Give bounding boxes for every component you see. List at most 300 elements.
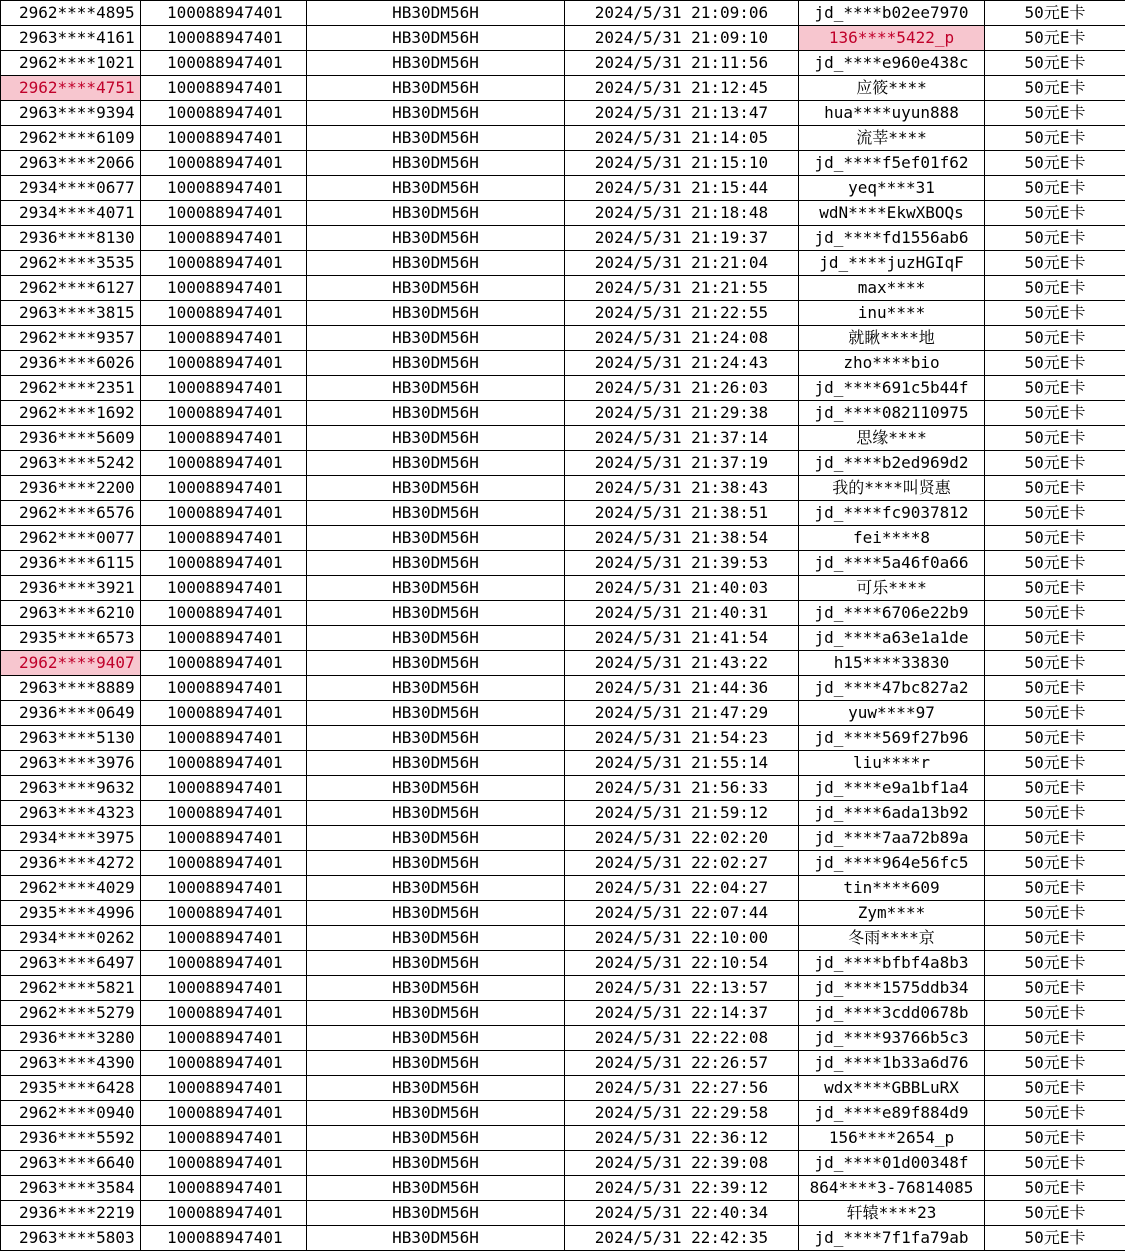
table-row: [1, 226, 1125, 251]
prize-cell: 50元E卡: [985, 1201, 1125, 1226]
sku-cell: 100088947401: [141, 501, 307, 526]
table-row: [1, 301, 1125, 326]
model-cell: HB30DM56H: [307, 1226, 565, 1251]
table-row: [1, 351, 1125, 376]
prize-cell: 50元E卡: [985, 376, 1125, 401]
table-row: [1, 726, 1125, 751]
user-cell: jd_****e960e438c: [799, 51, 985, 76]
model-cell: HB30DM56H: [307, 401, 565, 426]
sku-cell: 100088947401: [141, 126, 307, 151]
model-cell: HB30DM56H: [307, 176, 565, 201]
order-id-cell: 2963****6497: [1, 951, 141, 976]
prize-cell: 50元E卡: [985, 626, 1125, 651]
time-cell: 2024/5/31 21:56:33: [565, 776, 799, 801]
order-id-cell: 2934****4071: [1, 201, 141, 226]
prize-cell: 50元E卡: [985, 651, 1125, 676]
model-cell: HB30DM56H: [307, 576, 565, 601]
order-id-cell: 2935****6573: [1, 626, 141, 651]
order-id-cell: 2936****2200: [1, 476, 141, 501]
sku-cell: 100088947401: [141, 76, 307, 101]
order-id-cell: 2935****6428: [1, 1076, 141, 1101]
user-cell: jd_****fd1556ab6: [799, 226, 985, 251]
user-cell: jd_****964e56fc5: [799, 851, 985, 876]
time-cell: 2024/5/31 22:04:27: [565, 876, 799, 901]
model-cell: HB30DM56H: [307, 801, 565, 826]
time-cell: 2024/5/31 21:37:19: [565, 451, 799, 476]
model-cell: HB30DM56H: [307, 1101, 565, 1126]
sku-cell: 100088947401: [141, 701, 307, 726]
sku-cell: 100088947401: [141, 951, 307, 976]
time-cell: 2024/5/31 22:40:34: [565, 1201, 799, 1226]
user-cell: jd_****7aa72b89a: [799, 826, 985, 851]
model-cell: HB30DM56H: [307, 726, 565, 751]
table-row: [1, 976, 1125, 1001]
table-row: [1, 401, 1125, 426]
sku-cell: 100088947401: [141, 1, 307, 26]
time-cell: 2024/5/31 21:15:10: [565, 151, 799, 176]
order-id-cell: 2936****6026: [1, 351, 141, 376]
model-cell: HB30DM56H: [307, 1, 565, 26]
time-cell: 2024/5/31 21:54:23: [565, 726, 799, 751]
order-id-cell: 2962****6127: [1, 276, 141, 301]
sku-cell: 100088947401: [141, 326, 307, 351]
user-cell: yuw****97: [799, 701, 985, 726]
time-cell: 2024/5/31 21:11:56: [565, 51, 799, 76]
prize-cell: 50元E卡: [985, 26, 1125, 51]
prize-cell: 50元E卡: [985, 201, 1125, 226]
table-row: [1, 176, 1125, 201]
sku-cell: 100088947401: [141, 876, 307, 901]
user-cell: 就瞅****地: [799, 326, 985, 351]
time-cell: 2024/5/31 21:13:47: [565, 101, 799, 126]
order-id-cell: 2963****5803: [1, 1226, 141, 1251]
model-cell: HB30DM56H: [307, 651, 565, 676]
user-cell: 流莘****: [799, 126, 985, 151]
time-cell: 2024/5/31 21:55:14: [565, 751, 799, 776]
order-id-cell: 2962****9407: [1, 651, 141, 676]
table-row: [1, 1201, 1125, 1226]
user-cell: jd_****691c5b44f: [799, 376, 985, 401]
time-cell: 2024/5/31 22:22:08: [565, 1026, 799, 1051]
time-cell: 2024/5/31 21:40:31: [565, 601, 799, 626]
time-cell: 2024/5/31 22:10:00: [565, 926, 799, 951]
time-cell: 2024/5/31 21:41:54: [565, 626, 799, 651]
prize-cell: 50元E卡: [985, 1, 1125, 26]
user-cell: 156****2654_p: [799, 1126, 985, 1151]
table-row: [1, 1126, 1125, 1151]
prize-cell: 50元E卡: [985, 451, 1125, 476]
model-cell: HB30DM56H: [307, 601, 565, 626]
model-cell: HB30DM56H: [307, 51, 565, 76]
sku-cell: 100088947401: [141, 901, 307, 926]
sku-cell: 100088947401: [141, 1201, 307, 1226]
user-cell: jd_****6706e22b9: [799, 601, 985, 626]
model-cell: HB30DM56H: [307, 276, 565, 301]
table-row: [1, 151, 1125, 176]
prize-cell: 50元E卡: [985, 1101, 1125, 1126]
sku-cell: 100088947401: [141, 451, 307, 476]
user-cell: jd_****082110975: [799, 401, 985, 426]
time-cell: 2024/5/31 21:38:54: [565, 526, 799, 551]
model-cell: HB30DM56H: [307, 426, 565, 451]
model-cell: HB30DM56H: [307, 201, 565, 226]
sku-cell: 100088947401: [141, 776, 307, 801]
time-cell: 2024/5/31 21:15:44: [565, 176, 799, 201]
prize-cell: 50元E卡: [985, 1126, 1125, 1151]
table-row: [1, 201, 1125, 226]
model-cell: HB30DM56H: [307, 701, 565, 726]
user-cell: jd_****a63e1a1de: [799, 626, 985, 651]
table-row: [1, 776, 1125, 801]
prize-cell: 50元E卡: [985, 1076, 1125, 1101]
sku-cell: 100088947401: [141, 751, 307, 776]
order-id-cell: 2963****4161: [1, 26, 141, 51]
model-cell: HB30DM56H: [307, 351, 565, 376]
prize-cell: 50元E卡: [985, 351, 1125, 376]
user-cell: jd_****7f1fa79ab: [799, 1226, 985, 1251]
time-cell: 2024/5/31 21:09:06: [565, 1, 799, 26]
time-cell: 2024/5/31 22:14:37: [565, 1001, 799, 1026]
table-row: [1, 826, 1125, 851]
time-cell: 2024/5/31 22:10:54: [565, 951, 799, 976]
table-row: [1, 26, 1125, 51]
model-cell: HB30DM56H: [307, 451, 565, 476]
time-cell: 2024/5/31 22:42:35: [565, 1226, 799, 1251]
sku-cell: 100088947401: [141, 1126, 307, 1151]
sku-cell: 100088947401: [141, 1076, 307, 1101]
time-cell: 2024/5/31 22:07:44: [565, 901, 799, 926]
user-cell: jd_****01d00348f: [799, 1151, 985, 1176]
order-id-cell: 2962****5279: [1, 1001, 141, 1026]
prize-cell: 50元E卡: [985, 276, 1125, 301]
time-cell: 2024/5/31 21:59:12: [565, 801, 799, 826]
prize-cell: 50元E卡: [985, 1151, 1125, 1176]
model-cell: HB30DM56H: [307, 476, 565, 501]
table-row: [1, 1051, 1125, 1076]
sku-cell: 100088947401: [141, 851, 307, 876]
order-id-cell: 2936****8130: [1, 226, 141, 251]
sku-cell: 100088947401: [141, 626, 307, 651]
user-cell: 应筱****: [799, 76, 985, 101]
model-cell: HB30DM56H: [307, 851, 565, 876]
time-cell: 2024/5/31 22:27:56: [565, 1076, 799, 1101]
sku-cell: 100088947401: [141, 1151, 307, 1176]
table-row: [1, 1226, 1125, 1251]
user-cell: wdN****EkwXBOQs: [799, 201, 985, 226]
prize-cell: 50元E卡: [985, 176, 1125, 201]
model-cell: HB30DM56H: [307, 1201, 565, 1226]
order-id-cell: 2963****2066: [1, 151, 141, 176]
user-cell: 思缘****: [799, 426, 985, 451]
user-cell: jd_****1b33a6d76: [799, 1051, 985, 1076]
user-cell: jd_****fc9037812: [799, 501, 985, 526]
model-cell: HB30DM56H: [307, 376, 565, 401]
order-id-cell: 2963****8889: [1, 676, 141, 701]
order-id-cell: 2963****6210: [1, 601, 141, 626]
sku-cell: 100088947401: [141, 651, 307, 676]
user-cell: fei****8: [799, 526, 985, 551]
order-id-cell: 2962****9357: [1, 326, 141, 351]
user-cell: jd_****e9a1bf1a4: [799, 776, 985, 801]
sku-cell: 100088947401: [141, 676, 307, 701]
order-id-cell: 2962****4751: [1, 76, 141, 101]
prize-cell: 50元E卡: [985, 726, 1125, 751]
order-id-cell: 2936****5609: [1, 426, 141, 451]
time-cell: 2024/5/31 22:26:57: [565, 1051, 799, 1076]
time-cell: 2024/5/31 21:40:03: [565, 576, 799, 601]
table-row: [1, 426, 1125, 451]
model-cell: HB30DM56H: [307, 951, 565, 976]
prize-cell: 50元E卡: [985, 126, 1125, 151]
order-id-cell: 2963****5242: [1, 451, 141, 476]
time-cell: 2024/5/31 22:39:12: [565, 1176, 799, 1201]
prize-cell: 50元E卡: [985, 151, 1125, 176]
prize-cell: 50元E卡: [985, 426, 1125, 451]
table-row: [1, 1076, 1125, 1101]
user-cell: liu****r: [799, 751, 985, 776]
model-cell: HB30DM56H: [307, 1001, 565, 1026]
order-id-cell: 2963****9394: [1, 101, 141, 126]
order-id-cell: 2962****3535: [1, 251, 141, 276]
user-cell: max****: [799, 276, 985, 301]
user-cell: h15****33830: [799, 651, 985, 676]
time-cell: 2024/5/31 21:47:29: [565, 701, 799, 726]
table-row: [1, 276, 1125, 301]
table-row: [1, 326, 1125, 351]
prize-cell: 50元E卡: [985, 501, 1125, 526]
sku-cell: 100088947401: [141, 726, 307, 751]
time-cell: 2024/5/31 21:24:08: [565, 326, 799, 351]
sku-cell: 100088947401: [141, 401, 307, 426]
model-cell: HB30DM56H: [307, 1126, 565, 1151]
model-cell: HB30DM56H: [307, 101, 565, 126]
user-cell: jd_****5a46f0a66: [799, 551, 985, 576]
time-cell: 2024/5/31 21:18:48: [565, 201, 799, 226]
order-id-cell: 2936****4272: [1, 851, 141, 876]
table-row: [1, 101, 1125, 126]
table-row: [1, 926, 1125, 951]
prize-cell: 50元E卡: [985, 51, 1125, 76]
sku-cell: 100088947401: [141, 251, 307, 276]
model-cell: HB30DM56H: [307, 626, 565, 651]
user-cell: jd_****f5ef01f62: [799, 151, 985, 176]
table-row: [1, 1026, 1125, 1051]
table-row: [1, 451, 1125, 476]
prize-cell: 50元E卡: [985, 951, 1125, 976]
time-cell: 2024/5/31 21:21:55: [565, 276, 799, 301]
prize-cell: 50元E卡: [985, 901, 1125, 926]
prize-cell: 50元E卡: [985, 1001, 1125, 1026]
prize-cell: 50元E卡: [985, 1226, 1125, 1251]
sku-cell: 100088947401: [141, 1176, 307, 1201]
prize-cell: 50元E卡: [985, 476, 1125, 501]
order-id-cell: 2936****0649: [1, 701, 141, 726]
model-cell: HB30DM56H: [307, 826, 565, 851]
user-cell: jd_****569f27b96: [799, 726, 985, 751]
user-cell: jd_****6ada13b92: [799, 801, 985, 826]
time-cell: 2024/5/31 21:29:38: [565, 401, 799, 426]
model-cell: HB30DM56H: [307, 676, 565, 701]
table-row: [1, 1001, 1125, 1026]
prize-cell: 50元E卡: [985, 1176, 1125, 1201]
sku-cell: 100088947401: [141, 351, 307, 376]
prize-cell: 50元E卡: [985, 576, 1125, 601]
sku-cell: 100088947401: [141, 151, 307, 176]
sku-cell: 100088947401: [141, 301, 307, 326]
order-id-cell: 2962****0940: [1, 1101, 141, 1126]
table-row: [1, 551, 1125, 576]
model-cell: HB30DM56H: [307, 751, 565, 776]
order-id-cell: 2936****3921: [1, 576, 141, 601]
model-cell: HB30DM56H: [307, 1051, 565, 1076]
order-id-cell: 2963****4323: [1, 801, 141, 826]
prize-cell: 50元E卡: [985, 301, 1125, 326]
model-cell: HB30DM56H: [307, 26, 565, 51]
time-cell: 2024/5/31 22:02:27: [565, 851, 799, 876]
user-cell: inu****: [799, 301, 985, 326]
prize-cell: 50元E卡: [985, 401, 1125, 426]
sku-cell: 100088947401: [141, 801, 307, 826]
model-cell: HB30DM56H: [307, 151, 565, 176]
prize-cell: 50元E卡: [985, 526, 1125, 551]
order-id-cell: 2963****6640: [1, 1151, 141, 1176]
sku-cell: 100088947401: [141, 1026, 307, 1051]
user-cell: yeq****31: [799, 176, 985, 201]
model-cell: HB30DM56H: [307, 251, 565, 276]
prize-cell: 50元E卡: [985, 851, 1125, 876]
prize-cell: 50元E卡: [985, 826, 1125, 851]
model-cell: HB30DM56H: [307, 76, 565, 101]
prize-cell: 50元E卡: [985, 701, 1125, 726]
table-row: [1, 626, 1125, 651]
model-cell: HB30DM56H: [307, 326, 565, 351]
prize-cell: 50元E卡: [985, 101, 1125, 126]
order-id-cell: 2962****2351: [1, 376, 141, 401]
table-row: [1, 76, 1125, 101]
user-cell: jd_****47bc827a2: [799, 676, 985, 701]
user-cell: jd_****93766b5c3: [799, 1026, 985, 1051]
user-cell: 轩辕****23: [799, 1201, 985, 1226]
order-id-cell: 2962****1021: [1, 51, 141, 76]
user-cell: hua****uyun888: [799, 101, 985, 126]
sku-cell: 100088947401: [141, 926, 307, 951]
order-id-cell: 2936****5592: [1, 1126, 141, 1151]
order-id-cell: 2963****3815: [1, 301, 141, 326]
table-row: [1, 1, 1125, 26]
model-cell: HB30DM56H: [307, 776, 565, 801]
table-row: [1, 751, 1125, 776]
table-row: [1, 1101, 1125, 1126]
sku-cell: 100088947401: [141, 101, 307, 126]
time-cell: 2024/5/31 21:12:45: [565, 76, 799, 101]
time-cell: 2024/5/31 21:38:51: [565, 501, 799, 526]
user-cell: 136****5422_p: [799, 26, 985, 51]
prize-cell: 50元E卡: [985, 551, 1125, 576]
time-cell: 2024/5/31 21:39:53: [565, 551, 799, 576]
user-cell: zho****bio: [799, 351, 985, 376]
order-id-cell: 2962****1692: [1, 401, 141, 426]
sku-cell: 100088947401: [141, 551, 307, 576]
time-cell: 2024/5/31 22:02:20: [565, 826, 799, 851]
model-cell: HB30DM56H: [307, 301, 565, 326]
model-cell: HB30DM56H: [307, 126, 565, 151]
model-cell: HB30DM56H: [307, 901, 565, 926]
prize-cell: 50元E卡: [985, 251, 1125, 276]
user-cell: jd_****3cdd0678b: [799, 1001, 985, 1026]
order-id-cell: 2962****6576: [1, 501, 141, 526]
table-row: [1, 126, 1125, 151]
user-cell: jd_****b2ed969d2: [799, 451, 985, 476]
prize-cell: 50元E卡: [985, 1051, 1125, 1076]
sku-cell: 100088947401: [141, 1001, 307, 1026]
prize-cell: 50元E卡: [985, 1026, 1125, 1051]
sku-cell: 100088947401: [141, 976, 307, 1001]
prize-cell: 50元E卡: [985, 801, 1125, 826]
model-cell: HB30DM56H: [307, 1076, 565, 1101]
time-cell: 2024/5/31 21:21:04: [565, 251, 799, 276]
sku-cell: 100088947401: [141, 426, 307, 451]
prize-cell: 50元E卡: [985, 776, 1125, 801]
order-id-cell: 2936****3280: [1, 1026, 141, 1051]
prize-cell: 50元E卡: [985, 76, 1125, 101]
winners-table-body: [1, 1, 1125, 1251]
order-id-cell: 2935****4996: [1, 901, 141, 926]
time-cell: 2024/5/31 21:22:55: [565, 301, 799, 326]
user-cell: 864****3-76814085: [799, 1176, 985, 1201]
sku-cell: 100088947401: [141, 1226, 307, 1251]
time-cell: 2024/5/31 21:37:14: [565, 426, 799, 451]
sku-cell: 100088947401: [141, 1101, 307, 1126]
order-id-cell: 2936****2219: [1, 1201, 141, 1226]
sku-cell: 100088947401: [141, 476, 307, 501]
order-id-cell: 2963****9632: [1, 776, 141, 801]
model-cell: HB30DM56H: [307, 1176, 565, 1201]
table-row: [1, 526, 1125, 551]
order-id-cell: 2962****4895: [1, 1, 141, 26]
sku-cell: 100088947401: [141, 26, 307, 51]
model-cell: HB30DM56H: [307, 1151, 565, 1176]
order-id-cell: 2962****5821: [1, 976, 141, 1001]
table-row: [1, 676, 1125, 701]
order-id-cell: 2962****0077: [1, 526, 141, 551]
table-row: [1, 476, 1125, 501]
prize-cell: 50元E卡: [985, 226, 1125, 251]
prize-cell: 50元E卡: [985, 876, 1125, 901]
prize-cell: 50元E卡: [985, 976, 1125, 1001]
sku-cell: 100088947401: [141, 201, 307, 226]
sku-cell: 100088947401: [141, 826, 307, 851]
table-row: [1, 951, 1125, 976]
sku-cell: 100088947401: [141, 601, 307, 626]
sku-cell: 100088947401: [141, 276, 307, 301]
model-cell: HB30DM56H: [307, 226, 565, 251]
user-cell: jd_****b02ee7970: [799, 1, 985, 26]
order-id-cell: 2934****0677: [1, 176, 141, 201]
user-cell: wdx****GBBLuRX: [799, 1076, 985, 1101]
time-cell: 2024/5/31 21:26:03: [565, 376, 799, 401]
user-cell: jd_****bfbf4a8b3: [799, 951, 985, 976]
sku-cell: 100088947401: [141, 526, 307, 551]
order-id-cell: 2963****3584: [1, 1176, 141, 1201]
time-cell: 2024/5/31 22:39:08: [565, 1151, 799, 1176]
order-id-cell: 2962****4029: [1, 876, 141, 901]
user-cell: 我的****叫贤惠: [799, 476, 985, 501]
table-row: [1, 1176, 1125, 1201]
order-id-cell: 2963****5130: [1, 726, 141, 751]
table-row: [1, 501, 1125, 526]
time-cell: 2024/5/31 21:19:37: [565, 226, 799, 251]
table-row: [1, 901, 1125, 926]
